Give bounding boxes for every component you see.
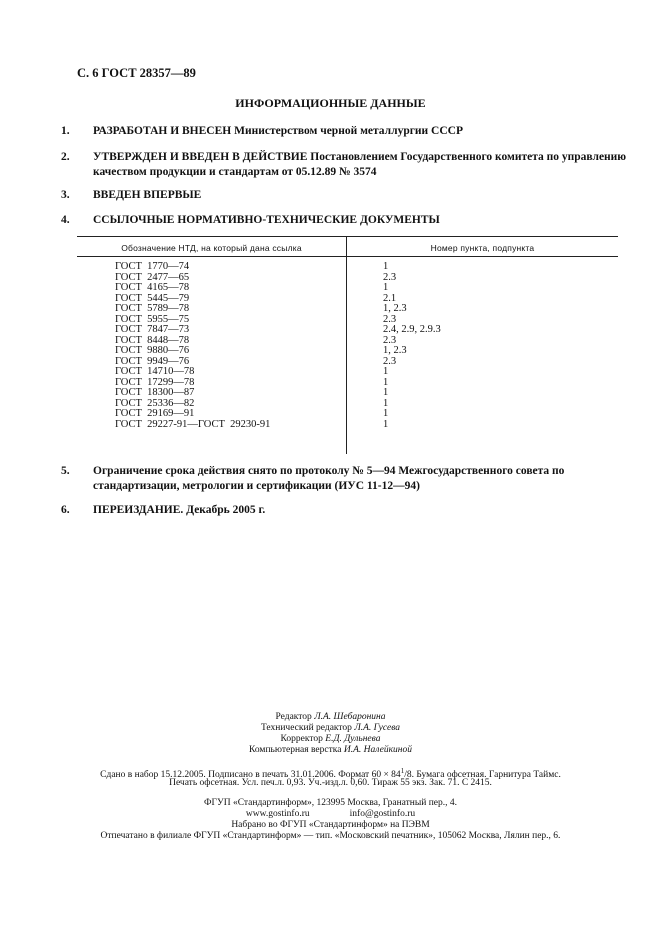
clause-number: 1 (383, 397, 389, 409)
table-top-rule (77, 236, 618, 237)
document-designation: ГОСТ 18300—87 (115, 387, 195, 398)
imprint-text: Сдано в набор 15.12.2005. Подписано в печать 31.01.2006. Формат 60 × 84 (100, 770, 401, 780)
table-row (77, 367, 618, 378)
clause-number: 2.4, 2.9, 2.9.3 (383, 324, 441, 335)
clause-number: 1 (383, 376, 389, 388)
clause-number: 1 (383, 418, 389, 430)
email-link[interactable]: info@gostinfo.ru (349, 809, 416, 819)
credit-person: Л.А. Шебаронина (314, 712, 386, 722)
credit-editor (0, 712, 661, 723)
credit-role: Редактор (275, 712, 312, 722)
table-header-rule (77, 256, 618, 257)
imprint-line-5: Набрано во ФГУП «Стандартинформ» на ПЭВМ (231, 820, 430, 830)
item-number: 6. (61, 504, 70, 516)
document-designation: ГОСТ 17299—78 (115, 376, 195, 388)
clause-number: 1 (383, 366, 389, 377)
credit-person: И.А. Налейкиной (343, 745, 412, 755)
credit-person: Л.А. Гусева (354, 723, 401, 733)
credit-role: Корректор (280, 734, 323, 744)
column-header-document: Обозначение НТД, на который дана ссылка (121, 243, 302, 253)
imprint-line-2: Печать офсетная. Усл. печ.л. 0,93. Уч.-изд.л. 0,60. Тираж 55 экз. Зак. 71. С 2415. (169, 778, 492, 788)
clause-number: 1 (383, 261, 389, 272)
table-row (77, 388, 618, 399)
document-designation: ГОСТ 2477—65 (115, 271, 190, 283)
imprint-line-3: ФГУП «Стандартинформ», 123995 Москва, Гранатный пер., 4. (203, 798, 458, 808)
item-text: Министерством черной металлургии СССР (234, 125, 463, 137)
clause-number: 2.3 (383, 271, 397, 283)
item-number: 3. (61, 189, 70, 201)
document-designation: ГОСТ 14710—78 (115, 366, 195, 377)
page-header: С. 6 ГОСТ 28357—89 (77, 66, 196, 80)
item-lead: УТВЕРЖДЕН И ВВЕДЕН В ДЕЙСТВИЕ (93, 151, 308, 163)
item-text: Ограничение срока действия снято по протоколу № 5—94 Межгосударственного совета по стандартизации, метрологии и сертификации (ИУС 11-12—94) (93, 465, 565, 492)
document-designation: ГОСТ 7847—73 (115, 324, 190, 335)
section-title: ИНФОРМАЦИОННЫЕ ДАННЫЕ (235, 96, 426, 110)
column-header-clause: Номер пункта, подпункта (430, 243, 535, 253)
document-designation: ГОСТ 25336—82 (115, 397, 195, 409)
clause-number: 1, 2.3 (383, 303, 407, 314)
item-number: 5. (61, 465, 70, 477)
credit-layout (0, 745, 661, 756)
table-row (77, 346, 618, 357)
table-row (77, 283, 618, 294)
clause-number: 2.1 (383, 292, 397, 304)
imprint-sup: 1 (400, 767, 405, 775)
item-text: Постановлением Государственного комитета по управлению качеством продукции и стандартам от 05.12.89 № 3574 (93, 151, 627, 178)
table-row (77, 420, 618, 431)
document-designation: ГОСТ 9949—76 (115, 355, 190, 367)
table-row (77, 325, 618, 336)
table-row (77, 304, 618, 315)
item-number: 1. (61, 125, 70, 137)
credit-tech-editor (0, 723, 661, 734)
clause-number: 2.3 (383, 355, 397, 367)
document-designation: ГОСТ 5955—75 (115, 313, 190, 325)
document-designation: ГОСТ 4165—78 (115, 282, 190, 293)
info-item-5 (61, 464, 633, 494)
credit-corrector (0, 734, 661, 745)
item-lead: РАЗРАБОТАН И ВНЕСЕН (93, 125, 232, 137)
document-designation: ГОСТ 5789—78 (115, 303, 190, 314)
item-number: 4. (61, 214, 70, 226)
info-item-2 (61, 150, 633, 180)
item-lead: ССЫЛОЧНЫЕ НОРМАТИВНО-ТЕХНИЧЕСКИЕ ДОКУМЕНТЫ (93, 214, 440, 226)
clause-number: 1 (383, 408, 389, 419)
clause-number: 1, 2.3 (383, 345, 407, 356)
item-number: 2. (61, 151, 70, 163)
clause-number: 1 (383, 282, 389, 293)
document-designation: ГОСТ 29169—91 (115, 408, 195, 419)
table-row (77, 262, 618, 273)
imprint-line-4 (0, 809, 661, 820)
website-link[interactable]: www.gostinfo.ru (245, 809, 310, 819)
clause-number: 2.3 (383, 313, 397, 325)
imprint-text: /8. Бумага офсетная. Гарнитура Таймс. (404, 770, 561, 780)
credit-role: Компьютерная верстка (249, 745, 342, 755)
document-designation: ГОСТ 9880—76 (115, 345, 190, 356)
table-row (77, 409, 618, 420)
info-item-1 (61, 124, 633, 139)
document-designation: ГОСТ 5445—79 (115, 292, 190, 304)
info-item-4 (61, 213, 633, 228)
credit-role: Технический редактор (260, 723, 352, 733)
imprint-line-6: Отпечатано в филиале ФГУП «Стандартинформ» — тип. «Московский печатник», 105062 Москва, Лялин пер., 6. (100, 831, 561, 841)
info-item-3 (61, 188, 633, 203)
item-lead: ПЕРЕИЗДАНИЕ. Декабрь 2005 г. (93, 504, 266, 516)
credit-person: Е.Д. Дульнева (325, 734, 381, 744)
clause-number: 1 (383, 387, 389, 398)
info-item-6 (61, 503, 633, 518)
table-body (77, 262, 618, 430)
document-designation: ГОСТ 29227-91—ГОСТ 29230-91 (115, 418, 271, 430)
document-designation: ГОСТ 1770—74 (115, 261, 190, 272)
document-designation: ГОСТ 8448—78 (115, 334, 190, 346)
item-lead: ВВЕДЕН ВПЕРВЫЕ (93, 189, 202, 201)
clause-number: 2.3 (383, 334, 397, 346)
